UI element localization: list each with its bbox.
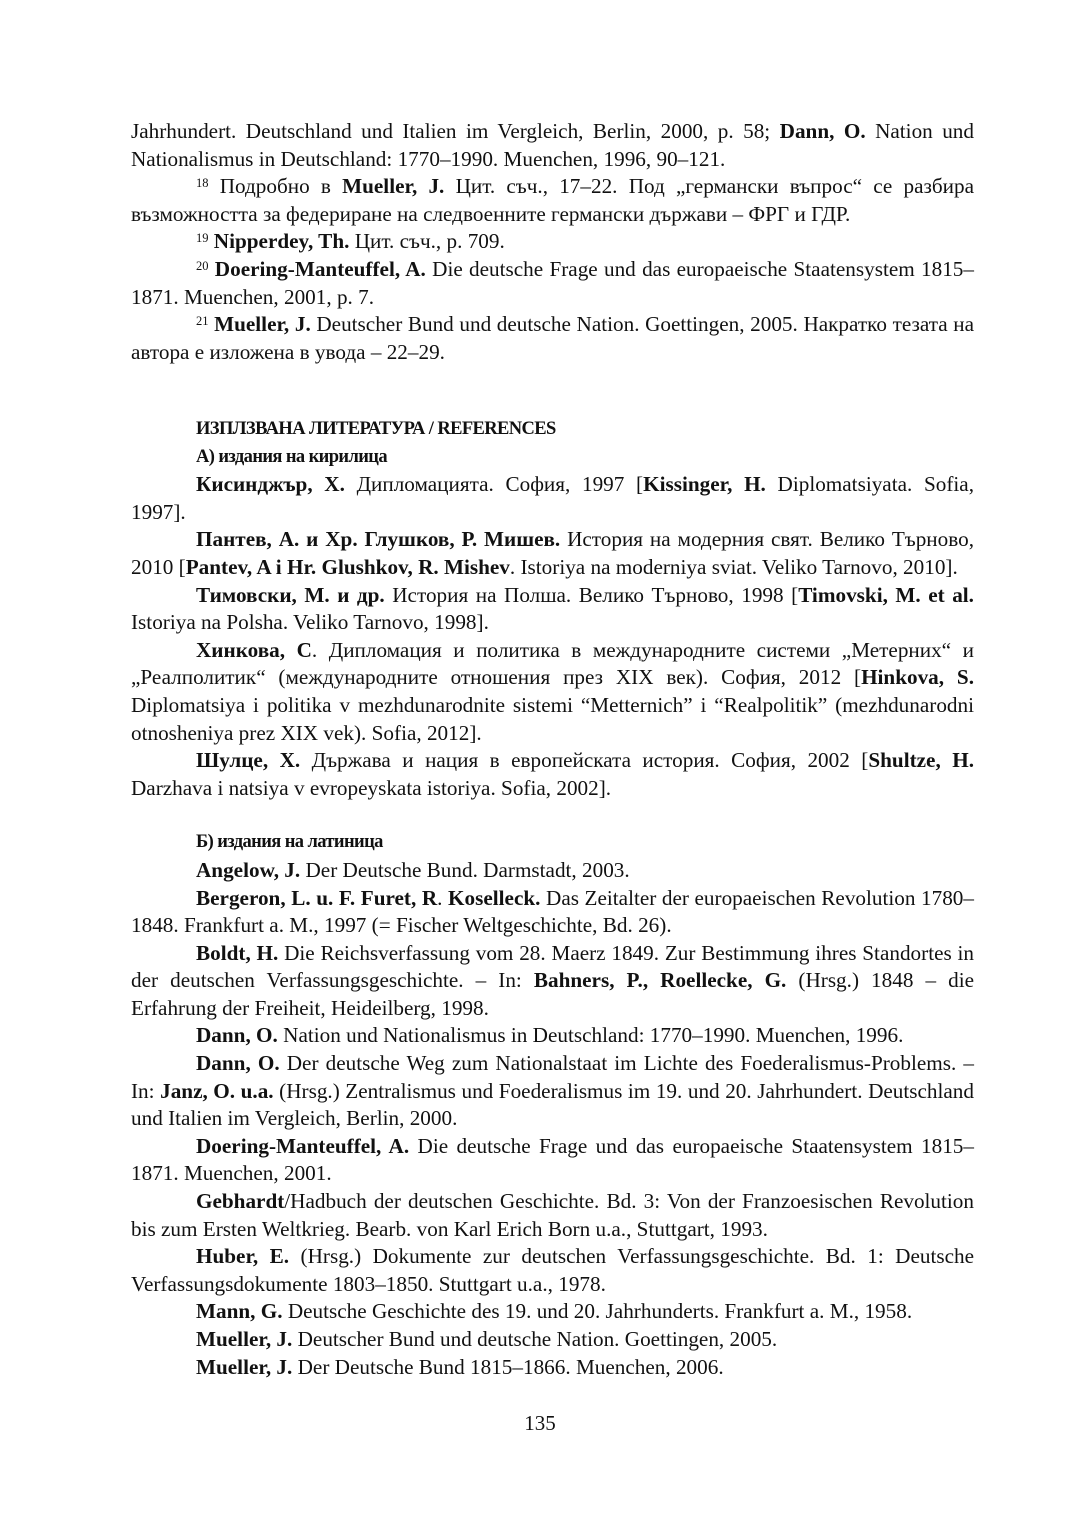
reference-text: . Istoriya na moderniya sviat. Veliko Tarnovo, 2010]. [509,554,958,579]
footnote-text: Цит. съч., p. 709. [349,229,505,254]
reference-entry [131,1298,974,1326]
reference-text: (Hrsg.) Zentralismus und Foederalismus im 19. und 20. Jahrhundert. Deutschland und Italien im Vergleich, Berlin, 2000. [131,1078,974,1131]
reference-entry [131,747,974,802]
reference-text: (Hrsg.) 1848 – die Erfahrung der Freiheit, Heideilberg, 1998. [131,968,974,1020]
reference-text: Nation und Nationalismus in Deutschland: 1770–1990. Muenchen, 1996. [277,1023,904,1048]
reference-text: Der deutsche Weg zum Nationalstaat im Lichte des Foederalismus-Problems. – In: [131,1051,974,1103]
reference-text: История на Полша. Велико Търново, 1998 [ [384,582,799,607]
reference-entry [131,471,974,526]
footnote-17-continued [131,118,974,173]
footnote-author: Doering-Manteuffel, A. [208,256,426,281]
reference-text: Държава и нация в европейската история. София, 2002 [ [300,748,869,773]
reference-text: Die Reichsverfassung vom 28. Maerz 1849. Zur Bestimmung ihres Standortes in der deutschen Verfassungsgeschichte. – In: [131,940,974,993]
footnotes-section [131,118,974,366]
reference-text: . Дипломация и политика в международните системи „Метерних“ и „Реалполитик“ (международните отношения през XIX век). София, 2012 [ [131,637,974,690]
reference-author: Gebhardt [196,1189,285,1214]
footnote-number: 19 [196,231,209,246]
footnote-18 [131,173,974,228]
reference-entry [131,1133,974,1188]
cyrillic-subheading: А) издания на кирилица [196,446,388,467]
reference-author: Dann, O. [196,1051,280,1076]
reference-author: Пантев, А. и Хр. Глушков, Р. Мишев. [196,527,561,552]
reference-editor: Bahners, P., Roellecke, G. [533,968,787,993]
reference-author: Mueller, J. [196,1327,293,1351]
reference-entry [131,1243,974,1298]
reference-author-translit: Kissinger, H. [643,472,766,497]
footnote-author: Nipperdey, Th. [208,229,350,254]
reference-author: Angelow, J. [196,857,301,882]
footnote-number: 20 [196,258,209,273]
reference-text: Der Deutsche Bund. Darmstadt, 2003. [300,857,630,882]
reference-text: Diplomatsiya i politika v mezhdunarodnite sistemi “Metternich” i “Realpolitik” (mezhdunarodni otnosheniya prez XIX vek). Sofia, 2012]. [131,692,974,745]
footnote-20 [131,256,974,311]
reference-text: . [437,885,449,910]
references-section [131,416,974,1381]
reference-entry [131,1188,974,1243]
reference-text: Deutscher Bund und deutsche Nation. Goettingen, 2005. [292,1327,778,1351]
page-number: 135 [524,1411,556,1435]
footnote-author: Mueller, J. [342,174,445,199]
reference-entry [131,526,974,581]
reference-author-translit: Pantev, A i Hr. Glushkov, R. Mishev [185,554,510,579]
reference-entry [131,1050,974,1133]
reference-entry [131,1354,974,1382]
section-spacer [131,802,974,829]
reference-entry [131,637,974,747]
footnote-text: Подробно в [208,174,343,199]
footnote-author: Mueller, J. [208,312,311,337]
reference-author: Mann, G. [196,1299,283,1324]
reference-text: Die deutsche Frage und das europaeische Staatensystem 1815–1871. Muenchen, 2001. [131,1133,974,1186]
footnote-text: Die deutsche Frage und das europaeische Staatensystem 1815–1871. Muenchen, 2001, p. 7. [131,256,974,309]
reference-entry [131,582,974,637]
reference-text: Das Zeitalter der europaeischen Revolution 1780–1848. Frankfurt a. M., 1997 (= Fischer Weltgeschichte, Bd. 26). [131,885,974,938]
reference-author: Doering-Manteuffel, A. [196,1133,410,1158]
footnote-text: Deutscher Bund und deutsche Nation. Goettingen, 2005. Накратко тезата на автора е изложена в увода – 22–29. [131,312,974,364]
reference-entry [131,1326,974,1354]
reference-author-translit: Shultze, H. [868,748,974,773]
reference-text: /Hadbuch der deutschen Geschichte. Bd. 3: Von der Franzoesischen Revolution bis zum Ersten Weltkrieg. Bearb. von Karl Erich Born u.a., Stuttgart, 1993. [131,1189,974,1241]
reference-text: Der Deutsche Bund 1815–1866. Muenchen, 2006. [292,1354,724,1379]
footnote-21 [131,311,974,366]
reference-author: Huber, E. [196,1244,290,1269]
reference-author: Koselleck. [448,885,541,910]
footnote-number: 21 [196,314,209,329]
reference-author: Dann, O. [196,1023,278,1048]
footnote-text: Nation und Nationalismus in Deutschland: 1770–1990. Muenchen, 1996, 90–121. [131,119,974,171]
reference-author-translit: Timovski, M. et al. [798,582,974,607]
latin-subheading: Б) издания на латиница [196,832,383,853]
reference-author: Boldt, H. [196,940,279,965]
reference-author: Кисинджър, Х. [196,472,345,497]
reference-author: Тимовски, М. и др. [196,582,385,607]
reference-text: История на модерния свят. Велико Търново, 2010 [ [131,527,974,579]
footnote-text: Jahrhundert. Deutschland und Italien im Vergleich, Berlin, 2000, p. 58; [131,119,780,143]
reference-author: Mueller, J. [196,1354,293,1379]
reference-editor: Janz, O. u.a. [160,1078,274,1103]
references-heading: ИЗПЛЗВАНА ЛИТЕРАТУРА / REFERENCES [196,419,556,439]
reference-text: (Hrsg.) Dokumente zur deutschen Verfassungsgeschichte. Bd. 1: Deutsche Verfassungsdokumente 1803–1850. Stuttgart u.a., 1978. [131,1244,974,1296]
footnote-text: Цит. съч., 17–22. Под „германски въпрос“ се разбира възможността за федериране на следвоенните германски държави – ФРГ и ГДР. [131,174,975,226]
footnote-19 [131,228,974,256]
reference-entry [131,885,974,940]
reference-entry [131,1022,974,1050]
reference-author-translit: Hinkova, S. [861,665,974,690]
footnote-author: Dann, O. [779,119,866,143]
reference-author: Хинкова, С [196,637,312,662]
reference-text: Дипломацията. София, 1997 [ [344,472,644,497]
footnote-number: 18 [196,176,209,191]
reference-text: Darzhava i natsiya v evropeyskata istoriya. Sofia, 2002]. [131,775,612,800]
reference-entry [131,857,974,885]
reference-author: Bergeron, L. u. F. Furet, R [196,885,438,910]
reference-text: Istoriya na Polsha. Veliko Tarnovo, 1998]. [131,610,489,635]
reference-text: Deutsche Geschichte des 19. und 20. Jahrhunderts. Frankfurt a. M., 1958. [282,1299,913,1324]
reference-author: Шулце, Х. [196,748,301,773]
reference-text: Diplomatsiyata. Sofia, 1997]. [131,472,974,524]
reference-entry [131,940,974,1023]
